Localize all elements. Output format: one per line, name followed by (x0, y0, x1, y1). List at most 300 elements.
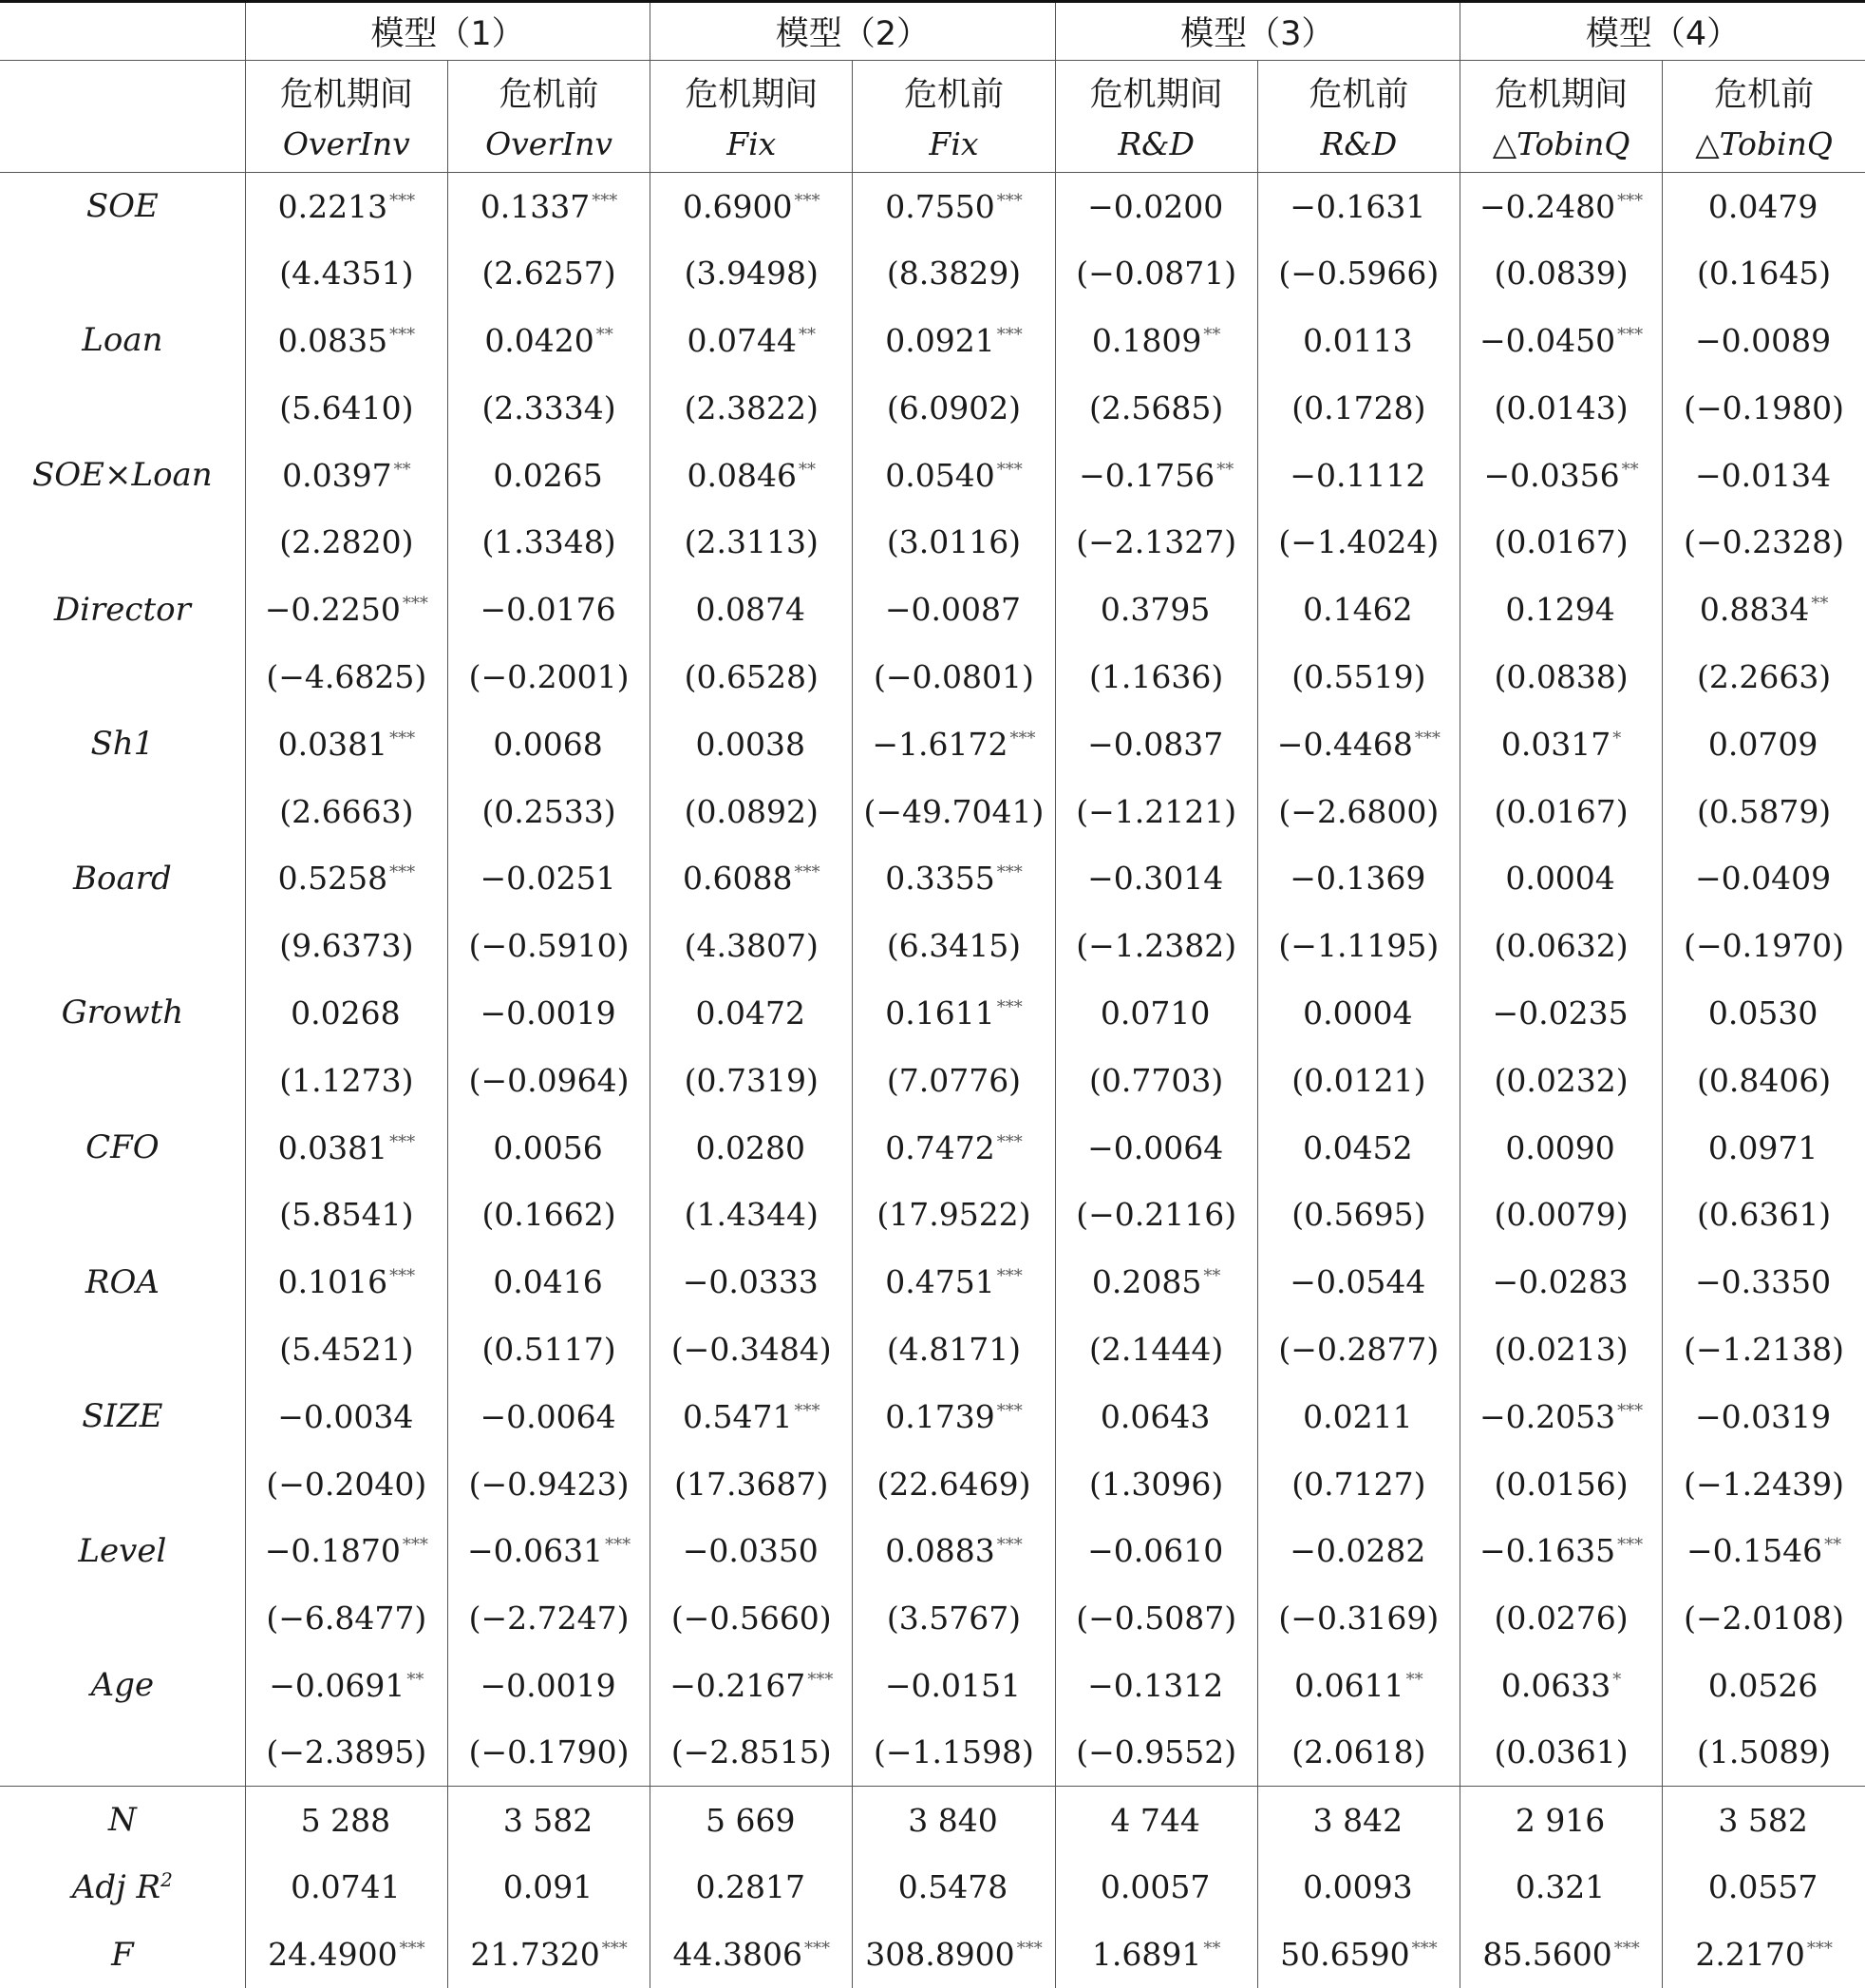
cell-value: 0.0874 (696, 591, 805, 628)
t-stat-cell: (−0.1980) (1663, 374, 1865, 442)
t-stat-cell: (8.3829) (853, 239, 1055, 307)
coefficient-cell (245, 710, 447, 778)
significance-stars: *** (389, 191, 415, 211)
coefficient-cell (1055, 844, 1257, 912)
t-stat-cell: (17.3687) (650, 1450, 853, 1518)
cell-value: 0.6088 (683, 860, 792, 897)
statistic-cell (245, 1787, 447, 1854)
t-stat-cell: (0.0232) (1460, 1047, 1662, 1114)
coefficient-cell (1055, 979, 1257, 1047)
cell-value: −0.0151 (885, 1667, 1021, 1704)
cell-value: −0.2250 (265, 591, 401, 628)
t-stat-cell: (−1.1195) (1257, 912, 1460, 979)
coefficient-cell (1257, 1517, 1460, 1584)
empty-label-cell (0, 508, 245, 576)
significance-stars: *** (997, 460, 1023, 480)
cell-value: 0.091 (503, 1868, 593, 1905)
cell-value: −0.0064 (1087, 1129, 1223, 1166)
coefficient-cell (1055, 1114, 1257, 1182)
coefficient-row (0, 1652, 1865, 1719)
coefficient-cell (650, 576, 853, 643)
coefficient-cell (447, 307, 650, 374)
t-stat-cell: (0.0213) (1460, 1316, 1662, 1383)
cell-value: 0.0004 (1303, 994, 1412, 1032)
statistic-cell (1257, 1921, 1460, 1988)
empty-label-cell (0, 1316, 245, 1383)
significance-stars: *** (1614, 1939, 1640, 1959)
coefficient-row (0, 1383, 1865, 1450)
t-stat-cell: (0.0156) (1460, 1450, 1662, 1518)
statistic-cell (853, 1787, 1055, 1854)
t-stat-cell: (0.0167) (1460, 508, 1662, 576)
coefficient-cell (1663, 1652, 1865, 1719)
variable-name: Growth (0, 979, 245, 1047)
coefficient-cell (1257, 1114, 1460, 1182)
variable-name: SOE (0, 173, 245, 240)
significance-stars: ** (1824, 1535, 1841, 1555)
t-stat-row (0, 1584, 1865, 1652)
cell-value: 308.8900 (865, 1936, 1014, 1973)
coefficient-cell (650, 1383, 853, 1450)
column-dependent-var: R&D (1055, 116, 1257, 173)
column-period: 危机前 (447, 61, 650, 116)
coefficient-cell (1460, 1517, 1662, 1584)
coefficient-cell (1055, 307, 1257, 374)
statistic-cell (1257, 1787, 1460, 1854)
t-stat-cell: (−0.2001) (447, 643, 650, 710)
coefficient-row (0, 710, 1865, 778)
t-stat-cell: (−2.7247) (447, 1584, 650, 1652)
t-stat-cell: (−49.7041) (853, 778, 1055, 845)
cell-value: 0.7472 (885, 1129, 994, 1166)
statistic-name (0, 1921, 245, 1988)
empty-label-cell (0, 374, 245, 442)
cell-value: −1.6172 (872, 726, 1008, 763)
dependent-var-header-row (0, 116, 1865, 173)
cell-value: 0.0090 (1505, 1129, 1614, 1166)
cell-value: 0.5471 (683, 1398, 792, 1435)
cell-value: 0.0611 (1294, 1667, 1403, 1704)
coefficient-cell (1460, 1383, 1662, 1450)
t-stat-cell: (17.9522) (853, 1181, 1055, 1248)
variable-name: Level (0, 1517, 245, 1584)
cell-value: 44.3806 (673, 1936, 802, 1973)
cell-value: 0.0056 (493, 1129, 602, 1166)
coefficient-cell (1460, 173, 1662, 240)
significance-stars: *** (389, 1132, 415, 1152)
cell-value: 3 842 (1313, 1802, 1403, 1839)
cell-value: −0.0450 (1479, 322, 1615, 359)
cell-value: 2 916 (1516, 1802, 1605, 1839)
cell-value: 0.0381 (278, 726, 387, 763)
variable-name: SOE×Loan (0, 442, 245, 509)
statistic-cell (1257, 1853, 1460, 1921)
significance-stars: *** (389, 862, 415, 882)
t-stat-cell: (−0.2328) (1663, 508, 1865, 576)
column-dependent-var: △TobinQ (1663, 116, 1865, 173)
cell-value: −0.0089 (1695, 322, 1831, 359)
cell-value: −0.0350 (683, 1532, 819, 1569)
coefficient-row (0, 173, 1865, 240)
cell-value: −0.1635 (1479, 1532, 1615, 1569)
t-stat-cell: (−1.4024) (1257, 508, 1460, 576)
coefficient-cell (1055, 1517, 1257, 1584)
column-period: 危机前 (1663, 61, 1865, 116)
t-stat-cell: (−0.2116) (1055, 1181, 1257, 1248)
coefficient-cell (853, 173, 1055, 240)
coefficient-cell (1663, 173, 1865, 240)
coefficient-cell (1663, 442, 1865, 509)
cell-value: 0.5258 (278, 860, 387, 897)
cell-value: −0.3014 (1087, 860, 1223, 897)
cell-value: 85.5600 (1482, 1936, 1611, 1973)
coefficient-cell (1257, 173, 1460, 240)
statistic-label: N (108, 1801, 137, 1839)
coefficient-cell (853, 1383, 1055, 1450)
significance-stars: *** (1412, 1939, 1438, 1959)
cell-value: 0.0280 (696, 1129, 805, 1166)
significance-stars: ** (1203, 325, 1220, 345)
coefficient-cell (1663, 1248, 1865, 1316)
cell-value: 0.0113 (1303, 322, 1412, 359)
significance-stars: ** (1406, 1670, 1423, 1690)
t-stat-cell: (4.4351) (245, 239, 447, 307)
significance-stars: ** (1216, 460, 1234, 480)
coefficient-cell (447, 442, 650, 509)
significance-stars: *** (997, 1535, 1023, 1555)
coefficient-cell (1257, 1383, 1460, 1450)
t-stat-cell: (1.5089) (1663, 1719, 1865, 1787)
cell-value: 0.8834 (1700, 591, 1809, 628)
coefficient-cell (1257, 844, 1460, 912)
coefficient-cell (853, 844, 1055, 912)
coefficient-cell (650, 307, 853, 374)
coefficient-cell (650, 173, 853, 240)
coefficient-cell (245, 844, 447, 912)
coefficient-cell (1055, 576, 1257, 643)
coefficient-cell (447, 979, 650, 1047)
t-stat-cell: (−4.6825) (245, 643, 447, 710)
cell-value: −0.0087 (885, 591, 1021, 628)
statistic-cell (1460, 1787, 1662, 1854)
statistic-row (0, 1921, 1865, 1988)
column-period: 危机期间 (1460, 61, 1662, 116)
cell-value: −0.2480 (1479, 188, 1615, 225)
cell-value: 0.2085 (1092, 1263, 1201, 1300)
t-stat-cell: (0.0838) (1460, 643, 1662, 710)
statistic-cell (1663, 1853, 1865, 1921)
cell-value: 0.0268 (291, 994, 400, 1032)
t-stat-cell: (2.0618) (1257, 1719, 1460, 1787)
model-3-header: 模型（3） (1055, 2, 1460, 61)
statistic-cell (447, 1921, 650, 1988)
significance-stars: *** (389, 325, 415, 345)
statistic-cell (1663, 1921, 1865, 1988)
t-stat-cell: (−0.9423) (447, 1450, 650, 1518)
cell-value: 0.1294 (1505, 591, 1614, 628)
cell-value: 0.0709 (1708, 726, 1818, 763)
t-stat-cell: (2.3822) (650, 374, 853, 442)
t-stat-cell: (1.1636) (1055, 643, 1257, 710)
coefficient-cell (1460, 307, 1662, 374)
cell-value: −0.1631 (1290, 188, 1425, 225)
cell-value: −0.0631 (467, 1532, 603, 1569)
cell-value: 0.0741 (291, 1868, 400, 1905)
t-stat-cell: (−2.0108) (1663, 1584, 1865, 1652)
model-header-row (0, 2, 1865, 61)
coefficient-cell (1663, 979, 1865, 1047)
coefficient-row (0, 1248, 1865, 1316)
t-stat-cell: (−0.1790) (447, 1719, 650, 1787)
statistic-cell (853, 1921, 1055, 1988)
significance-stars: *** (1617, 191, 1643, 211)
coefficient-row (0, 1517, 1865, 1584)
t-stat-cell: (3.5767) (853, 1584, 1055, 1652)
column-dependent-var: Fix (853, 116, 1055, 173)
cell-value: 0.321 (1516, 1868, 1605, 1905)
cell-value: 1.6891 (1092, 1936, 1201, 1973)
significance-stars: *** (1617, 1401, 1643, 1421)
t-stat-cell: (−0.1970) (1663, 912, 1865, 979)
t-stat-row (0, 1181, 1865, 1248)
cell-value: −0.0019 (480, 994, 615, 1032)
statistic-cell (1055, 1921, 1257, 1988)
cell-value: 0.1462 (1303, 591, 1412, 628)
cell-value: −0.0200 (1087, 188, 1223, 225)
t-stat-cell: (5.6410) (245, 374, 447, 442)
cell-value: −0.3350 (1695, 1263, 1831, 1300)
t-stat-cell: (0.0361) (1460, 1719, 1662, 1787)
model-1-header: 模型（1） (245, 2, 650, 61)
coefficient-cell (1460, 576, 1662, 643)
t-stat-cell: (−1.2121) (1055, 778, 1257, 845)
cell-value: −0.1756 (1079, 457, 1215, 494)
coefficient-cell (1055, 1248, 1257, 1316)
coefficient-cell (1257, 576, 1460, 643)
cell-value: 0.3795 (1101, 591, 1210, 628)
coefficient-cell (1663, 710, 1865, 778)
cell-value: −0.0356 (1484, 457, 1620, 494)
period-header-row (0, 61, 1865, 116)
t-stat-cell: (4.3807) (650, 912, 853, 979)
statistic-cell (1460, 1853, 1662, 1921)
statistic-cell (245, 1853, 447, 1921)
cell-value: 4 744 (1110, 1802, 1199, 1839)
t-stat-cell: (2.5685) (1055, 374, 1257, 442)
t-stat-cell: (1.3348) (447, 508, 650, 576)
cell-value: 0.0068 (493, 726, 602, 763)
cell-value: 0.0710 (1101, 994, 1210, 1032)
t-stat-cell: (0.0892) (650, 778, 853, 845)
coefficient-cell (1257, 442, 1460, 509)
empty-label-cell (0, 778, 245, 845)
cell-value: −0.0235 (1493, 994, 1629, 1032)
coefficient-cell (1663, 307, 1865, 374)
cell-value: −0.0837 (1087, 726, 1223, 763)
cell-value: −0.0134 (1695, 457, 1831, 494)
cell-value: 0.0835 (278, 322, 387, 359)
significance-stars: *** (997, 325, 1023, 345)
cell-value: 0.0540 (885, 457, 994, 494)
t-stat-cell: (−6.8477) (245, 1584, 447, 1652)
t-stat-cell: (6.3415) (853, 912, 1055, 979)
coefficient-cell (650, 844, 853, 912)
coefficient-cell (1663, 844, 1865, 912)
t-stat-cell: (2.3334) (447, 374, 650, 442)
t-stat-cell: (−2.3895) (245, 1719, 447, 1787)
cell-value: 0.0530 (1708, 994, 1818, 1032)
t-stat-cell: (2.2820) (245, 508, 447, 576)
cell-value: 0.0381 (278, 1129, 387, 1166)
coefficient-cell (650, 1114, 853, 1182)
cell-value: 0.0004 (1505, 860, 1614, 897)
cell-value: 0.0479 (1708, 188, 1818, 225)
column-dependent-var: OverInv (447, 116, 650, 173)
t-stat-cell: (−0.2040) (245, 1450, 447, 1518)
t-stat-cell: (1.3096) (1055, 1450, 1257, 1518)
t-stat-row (0, 778, 1865, 845)
significance-stars: *** (997, 997, 1023, 1017)
column-period: 危机期间 (1055, 61, 1257, 116)
coefficient-cell (1257, 1248, 1460, 1316)
coefficient-cell (245, 1652, 447, 1719)
t-stat-row (0, 508, 1865, 576)
statistic-cell (650, 1921, 853, 1988)
coefficient-cell (447, 576, 650, 643)
column-dependent-var: Fix (650, 116, 853, 173)
cell-value: −0.2053 (1479, 1398, 1615, 1435)
cell-value: 0.1739 (885, 1398, 994, 1435)
coefficient-cell (650, 710, 853, 778)
table-header (0, 2, 1865, 173)
coefficient-cell (1055, 710, 1257, 778)
t-stat-cell: (1.1273) (245, 1047, 447, 1114)
coefficient-row (0, 576, 1865, 643)
model-4-header: 模型（4） (1460, 2, 1865, 61)
t-stat-cell: (−1.1598) (853, 1719, 1055, 1787)
coefficient-cell (245, 576, 447, 643)
cell-value: 0.0317 (1501, 726, 1611, 763)
t-stat-cell: (−2.8515) (650, 1719, 853, 1787)
statistic-cell (1055, 1853, 1257, 1921)
statistic-name (0, 1787, 245, 1854)
significance-stars: ** (799, 325, 816, 345)
cell-value: 0.4751 (885, 1263, 994, 1300)
statistic-row (0, 1787, 1865, 1854)
cell-value: 0.0038 (696, 726, 805, 763)
t-stat-cell: (−1.2439) (1663, 1450, 1865, 1518)
cell-value: 0.0971 (1708, 1129, 1818, 1166)
variable-name: Loan (0, 307, 245, 374)
coefficient-cell (1460, 710, 1662, 778)
significance-stars: *** (403, 1535, 428, 1555)
significance-stars: ** (406, 1670, 424, 1690)
cell-value: 21.7320 (470, 1936, 599, 1973)
cell-value: −0.1870 (265, 1532, 401, 1569)
statistic-cell (447, 1787, 650, 1854)
t-stat-cell: (−1.2138) (1663, 1316, 1865, 1383)
coefficient-cell (447, 844, 650, 912)
t-stat-cell: (7.0776) (853, 1047, 1055, 1114)
t-stat-cell: (4.8171) (853, 1316, 1055, 1383)
significance-stars: * (1612, 729, 1621, 748)
t-stat-cell: (−0.3484) (650, 1316, 853, 1383)
cell-value: −0.0283 (1493, 1263, 1629, 1300)
cell-value: 0.0921 (885, 322, 994, 359)
empty-label-cell (0, 1047, 245, 1114)
cell-value: 3 840 (908, 1802, 997, 1839)
t-stat-cell: (−0.2877) (1257, 1316, 1460, 1383)
t-stat-cell: (0.0167) (1460, 778, 1662, 845)
significance-stars: *** (403, 594, 428, 614)
cell-value: 0.6900 (683, 188, 792, 225)
t-stat-row (0, 239, 1865, 307)
t-stat-cell: (0.1728) (1257, 374, 1460, 442)
statistic-cell (1663, 1787, 1865, 1854)
t-stat-cell: (5.8541) (245, 1181, 447, 1248)
significance-stars: *** (389, 729, 415, 748)
cell-value: 0.0883 (885, 1532, 994, 1569)
significance-stars: ** (596, 325, 613, 345)
corner-cell (0, 61, 245, 116)
significance-stars: *** (1017, 1939, 1043, 1959)
coefficient-cell (245, 307, 447, 374)
coefficient-cell (447, 1652, 650, 1719)
t-stat-cell: (22.6469) (853, 1450, 1055, 1518)
cell-value: 0.0265 (493, 457, 602, 494)
t-stat-cell: (0.6528) (650, 643, 853, 710)
superscript: 2 (160, 1868, 173, 1891)
cell-value: 0.0526 (1708, 1667, 1818, 1704)
corner-cell (0, 2, 245, 61)
coefficient-cell (853, 1517, 1055, 1584)
t-stat-cell: (2.6257) (447, 239, 650, 307)
coefficient-cell (1257, 1652, 1460, 1719)
coefficient-cell (853, 307, 1055, 374)
coefficient-cell (245, 1517, 447, 1584)
significance-stars: *** (807, 1670, 833, 1690)
coefficient-cell (1460, 442, 1662, 509)
t-stat-cell: (0.5519) (1257, 643, 1460, 710)
t-stat-cell: (5.4521) (245, 1316, 447, 1383)
coefficient-cell (1663, 1383, 1865, 1450)
variable-name: CFO (0, 1114, 245, 1182)
coefficient-cell (447, 1248, 650, 1316)
significance-stars: *** (794, 862, 819, 882)
significance-stars: *** (389, 1266, 415, 1286)
cell-value: −0.0019 (480, 1667, 615, 1704)
t-stat-cell: (−0.3169) (1257, 1584, 1460, 1652)
t-stat-cell: (2.2663) (1663, 643, 1865, 710)
cell-value: −0.1112 (1290, 457, 1425, 494)
coefficient-row (0, 307, 1865, 374)
cell-value: 0.0452 (1303, 1129, 1412, 1166)
coefficient-cell (447, 1383, 650, 1450)
coefficient-row (0, 844, 1865, 912)
t-stat-cell: (0.0632) (1460, 912, 1662, 979)
significance-stars: ** (1203, 1266, 1220, 1286)
coefficient-cell (1257, 710, 1460, 778)
cell-value: −0.0333 (683, 1263, 819, 1300)
significance-stars: *** (997, 191, 1023, 211)
significance-stars: ** (1203, 1939, 1220, 1959)
coefficient-cell (650, 1652, 853, 1719)
cell-value: −0.0176 (480, 591, 615, 628)
cell-value: −0.1312 (1087, 1667, 1223, 1704)
corner-cell (0, 116, 245, 173)
coefficient-cell (1460, 1248, 1662, 1316)
cell-value: 2.2170 (1695, 1936, 1804, 1973)
